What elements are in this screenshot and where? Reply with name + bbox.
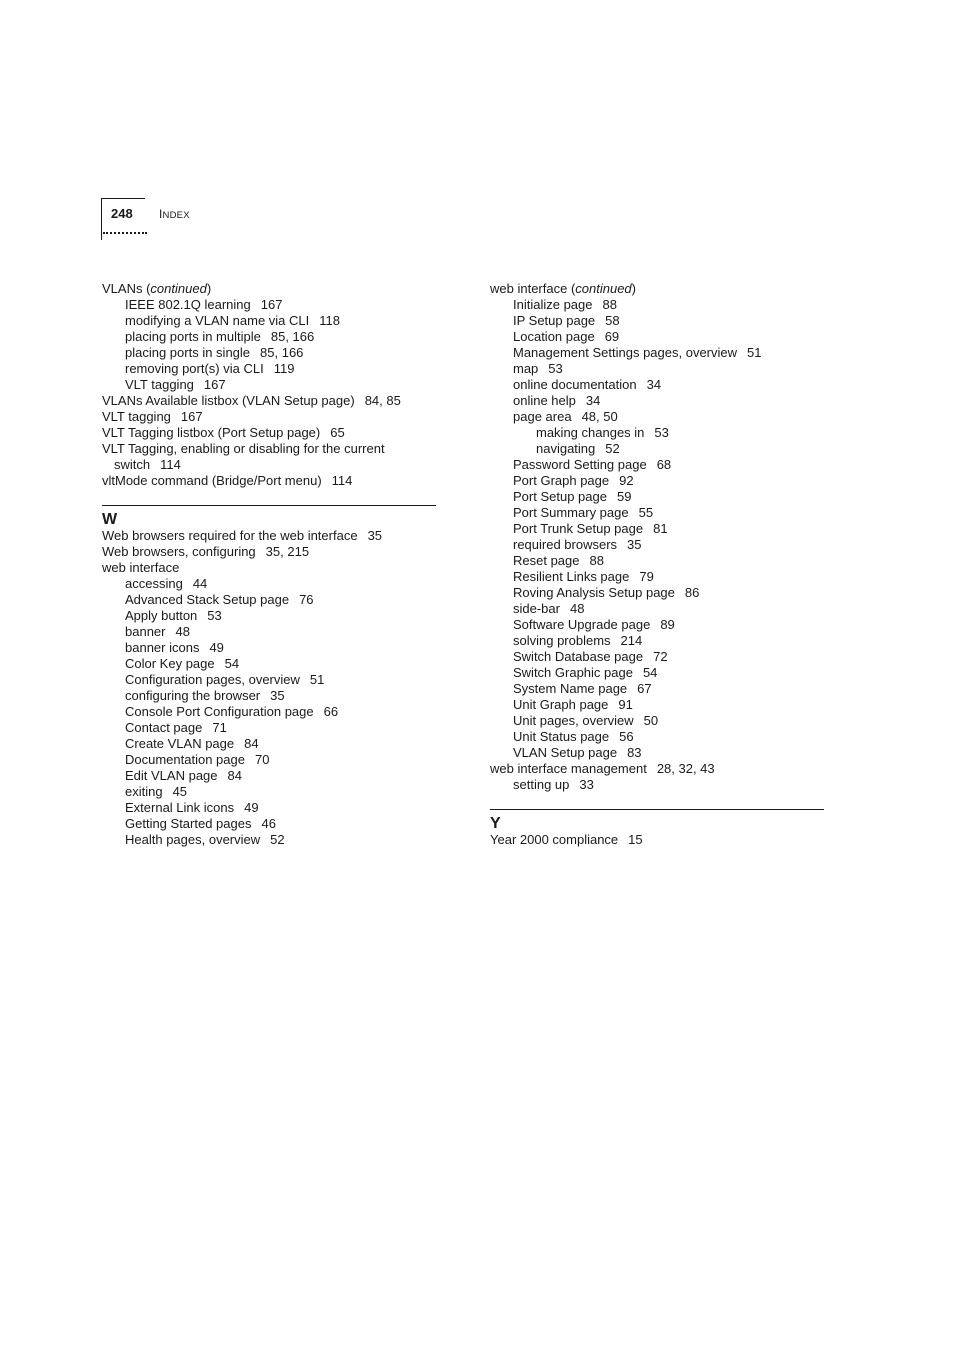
- index-entry: [102, 720, 436, 736]
- index-page-refs: 167: [203, 377, 226, 392]
- index-page-refs: 34: [585, 393, 601, 408]
- index-term: Unit pages, overview: [513, 713, 634, 728]
- index-term: Unit Graph page: [513, 697, 609, 712]
- index-page-refs: 35: [270, 688, 285, 703]
- index-page-refs: 52: [270, 832, 285, 847]
- index-term: placing ports in single: [125, 345, 251, 360]
- index-page-refs: 35: [627, 537, 642, 552]
- index-entry: [490, 585, 824, 601]
- index-page-refs: 65: [330, 425, 345, 440]
- index-page-refs: 46: [261, 816, 276, 831]
- header-dotted-rule: [103, 228, 147, 234]
- index-term: System Name page: [513, 681, 628, 696]
- index-term: External Link icons: [125, 800, 235, 815]
- index-entry: [490, 665, 824, 681]
- index-entry: [490, 697, 824, 713]
- index-entry: [102, 329, 436, 345]
- index-term: Year 2000 compliance: [490, 832, 619, 847]
- index-term: Location page: [513, 329, 595, 344]
- index-entry: [102, 592, 436, 608]
- index-page-refs: 52: [605, 441, 620, 456]
- index-entry: [490, 633, 824, 649]
- index-term: configuring the browser: [125, 688, 261, 703]
- index-page-refs: 44: [192, 576, 208, 591]
- index-page-refs: 48: [569, 601, 585, 616]
- index-entry: [490, 297, 824, 313]
- index-term: Port Setup page: [513, 489, 607, 504]
- index-entry: [490, 409, 824, 425]
- index-entry-continued: VLANs (continued): [102, 281, 212, 296]
- index-term: VLT Tagging listbox (Port Setup page): [102, 425, 321, 440]
- index-page-refs: 83: [627, 745, 642, 760]
- index-page-refs: 48, 50: [581, 409, 618, 424]
- index-term: Unit Status page: [513, 729, 610, 744]
- index-page-refs: 84: [227, 768, 242, 783]
- index-term: Password Setting page: [513, 457, 647, 472]
- index-page-refs: 58: [605, 313, 620, 328]
- index-page-refs: 51: [309, 672, 325, 687]
- index-term: accessing: [125, 576, 183, 591]
- index-entry: [102, 736, 436, 752]
- index-entry: [102, 768, 436, 784]
- section-letter-y: Y: [490, 815, 501, 832]
- index-entry: [102, 528, 436, 544]
- index-page-refs: 48: [175, 624, 190, 639]
- index-term: Management Settings pages, overview: [513, 345, 738, 360]
- index-entry: [490, 729, 824, 745]
- index-entry: [490, 745, 824, 761]
- index-term: Documentation page: [125, 752, 245, 767]
- section-divider: [102, 505, 436, 506]
- index-entry-continuation: switch 114: [114, 457, 181, 472]
- index-term: solving problems: [513, 633, 611, 648]
- index-term: Edit VLAN page: [125, 768, 218, 783]
- index-list: [490, 832, 824, 848]
- index-entry: [490, 537, 824, 553]
- index-sublist: [102, 297, 436, 393]
- index-term: Configuration pages, overview: [125, 672, 300, 687]
- index-page-refs: 118: [319, 313, 340, 328]
- index-term: Advanced Stack Setup page: [125, 592, 290, 607]
- index-page-refs: 68: [656, 457, 672, 472]
- index-page-refs: 91: [618, 697, 633, 712]
- index-entry: [490, 489, 824, 505]
- index-page-refs: 51: [747, 345, 762, 360]
- index-entry: [102, 576, 436, 592]
- index-entry: [490, 649, 824, 665]
- index-term: banner icons: [125, 640, 200, 655]
- index-term: modifying a VLAN name via CLI: [125, 313, 310, 328]
- index-entry: [102, 752, 436, 768]
- index-page-refs: 67: [637, 681, 652, 696]
- index-page-refs: 92: [619, 473, 634, 488]
- index-column-left: [102, 281, 436, 848]
- index-entry: [490, 473, 824, 489]
- page-number: 248: [111, 206, 133, 221]
- index-term: Apply button: [125, 608, 198, 623]
- index-page-refs: 71: [212, 720, 227, 735]
- index-page-refs: 53: [207, 608, 222, 623]
- index-entry: [102, 656, 436, 672]
- index-subsublist: [490, 425, 824, 457]
- index-page-refs: 35, 215: [265, 544, 310, 559]
- index-entry: [490, 569, 824, 585]
- index-page-refs: 88: [602, 297, 617, 312]
- index-page-refs: 49: [244, 800, 259, 815]
- index-term: Reset page: [513, 553, 580, 568]
- index-page-refs: 49: [209, 640, 224, 655]
- index-entry: [102, 704, 436, 720]
- index-entry: [490, 681, 824, 697]
- index-entry: [102, 409, 436, 425]
- index-term: VLT tagging: [125, 377, 194, 392]
- index-term: Web browsers, configuring: [102, 544, 256, 559]
- index-entry: [490, 777, 824, 793]
- index-term: Software Upgrade page: [513, 617, 651, 632]
- index-page-refs: 15: [628, 832, 643, 847]
- index-entry: web interface: [102, 560, 180, 575]
- index-entry: [490, 601, 824, 617]
- index-entry: [490, 393, 824, 409]
- index-entry: vltMode command (Bridge/Port menu) 114: [102, 473, 353, 488]
- index-sublist: [490, 457, 824, 761]
- index-term: Contact page: [125, 720, 203, 735]
- index-entry: [102, 784, 436, 800]
- index-page-refs: 54: [642, 665, 658, 680]
- section-letter-w: W: [102, 511, 118, 528]
- index-entry: [490, 832, 824, 848]
- index-page-refs: 50: [643, 713, 659, 728]
- index-page-refs: 54: [224, 656, 240, 671]
- index-page-refs: 66: [323, 704, 339, 719]
- index-page-refs: 69: [604, 329, 620, 344]
- index-page-refs: 167: [180, 409, 203, 424]
- index-page-refs: 86: [684, 585, 700, 600]
- index-entry: [102, 393, 436, 409]
- index-sublist: [490, 297, 824, 425]
- index-entry: [490, 713, 824, 729]
- index-entry: web interface management 28, 32, 43: [490, 761, 715, 776]
- index-entry: [102, 377, 436, 393]
- index-term: VLT tagging: [102, 409, 171, 424]
- index-page-refs: 35: [367, 528, 383, 543]
- index-term: Initialize page: [513, 297, 593, 312]
- index-entry: [102, 800, 436, 816]
- index-term: making changes in: [536, 425, 645, 440]
- index-entry: [490, 345, 824, 361]
- page-header: [101, 198, 421, 244]
- index-page-refs: 84, 85: [364, 393, 401, 408]
- index-page-refs: 33: [579, 777, 594, 792]
- index-entry: [490, 457, 824, 473]
- index-term: IP Setup page: [513, 313, 596, 328]
- index-term: placing ports in multiple: [125, 329, 261, 344]
- index-term: page area: [513, 409, 572, 424]
- index-entry: [490, 425, 824, 441]
- index-list: [102, 528, 436, 560]
- index-entry: [490, 441, 824, 457]
- index-term: online documentation: [513, 377, 637, 392]
- index-term: removing port(s) via CLI: [125, 361, 264, 376]
- index-term: VLANs Available listbox (VLAN Setup page): [102, 393, 355, 408]
- index-page-refs: 45: [172, 784, 188, 799]
- index-entry: [102, 608, 436, 624]
- index-term: exiting: [125, 784, 163, 799]
- index-entry: [102, 688, 436, 704]
- index-term: Switch Database page: [513, 649, 644, 664]
- index-entry: [490, 329, 824, 345]
- index-list: [102, 393, 436, 441]
- index-term: Port Graph page: [513, 473, 610, 488]
- index-page-refs: 72: [653, 649, 668, 664]
- index-entry: [490, 377, 824, 393]
- index-term: online help: [513, 393, 576, 408]
- index-column-right: [490, 281, 824, 848]
- index-term: VLAN Setup page: [513, 745, 618, 760]
- index-entry: [102, 624, 436, 640]
- index-term: banner: [125, 624, 166, 639]
- index-entry: [490, 313, 824, 329]
- index-page-refs: 56: [619, 729, 634, 744]
- index-page-refs: 79: [639, 569, 654, 584]
- index-entry: [102, 816, 436, 832]
- index-page-refs: 76: [299, 592, 314, 607]
- index-term: Port Summary page: [513, 505, 629, 520]
- index-term: side-bar: [513, 601, 560, 616]
- index-term: Health pages, overview: [125, 832, 261, 847]
- index-entry: [102, 672, 436, 688]
- index-entry-continued: web interface (continued): [490, 281, 637, 296]
- index-sublist: [490, 777, 824, 793]
- index-page-refs: 119: [273, 361, 295, 376]
- index-entry: [102, 345, 436, 361]
- index-term: Resilient Links page: [513, 569, 630, 584]
- index-term: Web browsers required for the web interface: [102, 528, 358, 543]
- index-entry: [102, 832, 436, 848]
- index-entry: [490, 521, 824, 537]
- index-entry: [102, 640, 436, 656]
- index-page-refs: 53: [654, 425, 669, 440]
- index-page-refs: 59: [616, 489, 632, 504]
- index-page-refs: 214: [620, 633, 643, 648]
- index-term: map: [513, 361, 539, 376]
- index-entry: [490, 361, 824, 377]
- index-entry: [102, 361, 436, 377]
- index-term: Port Trunk Setup page: [513, 521, 644, 536]
- index-page-refs: 70: [254, 752, 270, 767]
- index-page-refs: 55: [638, 505, 654, 520]
- index-page-refs: 85, 166: [260, 345, 304, 360]
- index-term: Create VLAN page: [125, 736, 235, 751]
- index-entry: [490, 505, 824, 521]
- index-entry: [102, 544, 436, 560]
- index-page-refs: 167: [260, 297, 283, 312]
- index-sublist: [102, 576, 436, 848]
- index-entry: [102, 425, 436, 441]
- index-page-refs: 84: [244, 736, 259, 751]
- index-term: Switch Graphic page: [513, 665, 633, 680]
- index-term: Console Port Configuration page: [125, 704, 314, 719]
- index-entry: VLT Tagging, enabling or disabling for the current: [102, 441, 385, 456]
- index-entry: [102, 313, 436, 329]
- index-term: required browsers: [513, 537, 618, 552]
- index-term: IEEE 802.1Q learning: [125, 297, 251, 312]
- index-term: navigating: [536, 441, 596, 456]
- index-term: Color Key page: [125, 656, 215, 671]
- index-page-refs: 34: [646, 377, 662, 392]
- index-page-refs: 53: [548, 361, 563, 376]
- index-page-refs: 88: [589, 553, 604, 568]
- section-divider: [490, 809, 824, 810]
- index-term: setting up: [513, 777, 570, 792]
- index-entry: [490, 617, 824, 633]
- index-page-refs: 81: [653, 521, 668, 536]
- index-term: Roving Analysis Setup page: [513, 585, 675, 600]
- index-entry: [102, 297, 436, 313]
- index-page-refs: 89: [660, 617, 675, 632]
- index-entry: [490, 553, 824, 569]
- index-term: Getting Started pages: [125, 816, 252, 831]
- running-title: INDEX: [159, 207, 190, 221]
- index-page-refs: 85, 166: [270, 329, 315, 344]
